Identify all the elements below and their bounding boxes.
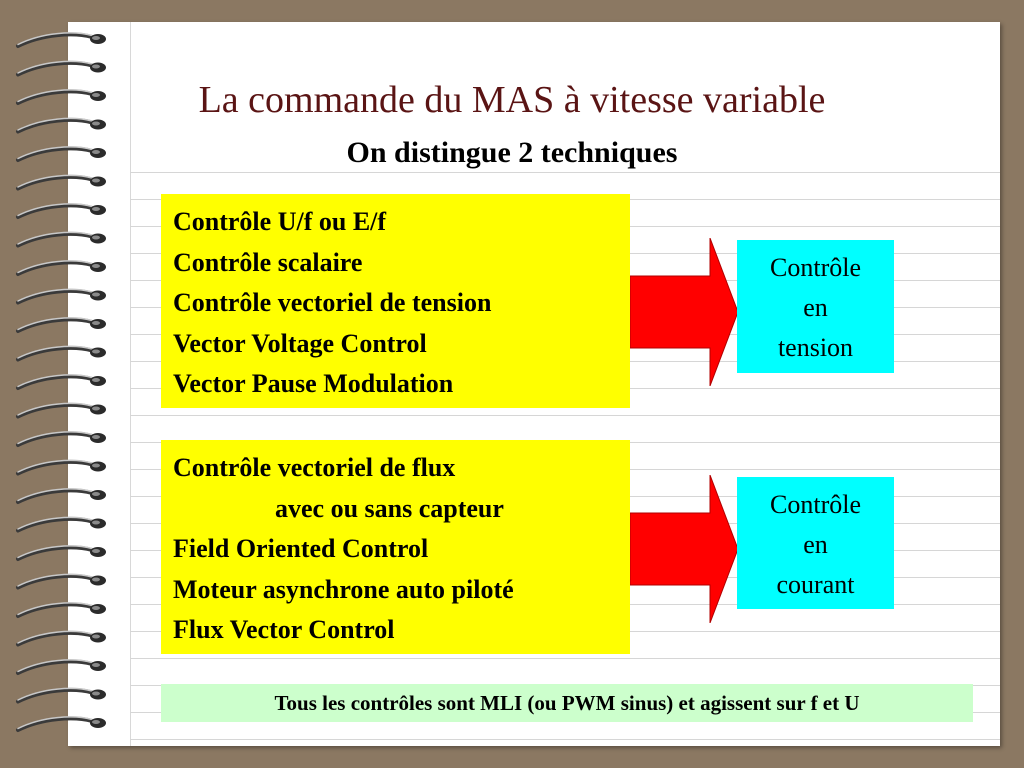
- technique-line: Contrôle scalaire: [173, 247, 363, 277]
- voltage-control-result-box: [737, 240, 894, 373]
- result-line: en: [803, 530, 828, 559]
- result-line: courant: [776, 570, 855, 599]
- result-line: tension: [777, 333, 854, 362]
- page-margin-line: [130, 22, 131, 746]
- page-rule: [130, 172, 1000, 173]
- right-arrow-icon: [630, 238, 740, 386]
- footer-note: Tous les contrôles sont MLI (ou PWM sinus) et agissent sur f et U: [161, 684, 973, 722]
- technique-line: Vector Pause Modulation: [173, 369, 454, 398]
- technique-line: Moteur asynchrone auto piloté: [173, 574, 514, 604]
- technique-line: Field Oriented Control: [173, 534, 429, 563]
- result-line: Contrôle: [770, 490, 861, 519]
- right-arrow-icon: [630, 475, 740, 623]
- slide-title: La commande du MAS à vitesse variable: [198, 79, 826, 121]
- page-rule: [130, 415, 1000, 416]
- page-rule: [130, 739, 1000, 740]
- technique-line: Flux Vector Control: [173, 615, 395, 644]
- current-control-result-box: [737, 477, 894, 609]
- slide-subtitle: On distingue 2 techniques: [346, 136, 678, 169]
- technique-line: Contrôle U/f ou E/f: [173, 207, 387, 236]
- technique-line: Contrôle vectoriel de tension: [173, 288, 492, 317]
- technique-line: avec ou sans capteur: [275, 493, 504, 523]
- result-line: en: [803, 293, 828, 322]
- current-control-techniques-box: [161, 440, 630, 654]
- result-line: Contrôle: [770, 253, 861, 282]
- page-rule: [130, 658, 1000, 659]
- technique-line: Vector Voltage Control: [173, 328, 427, 358]
- technique-line: Contrôle vectoriel de flux: [173, 453, 456, 482]
- voltage-control-techniques-box: [161, 194, 630, 408]
- spiral-binding-icon: [12, 22, 112, 746]
